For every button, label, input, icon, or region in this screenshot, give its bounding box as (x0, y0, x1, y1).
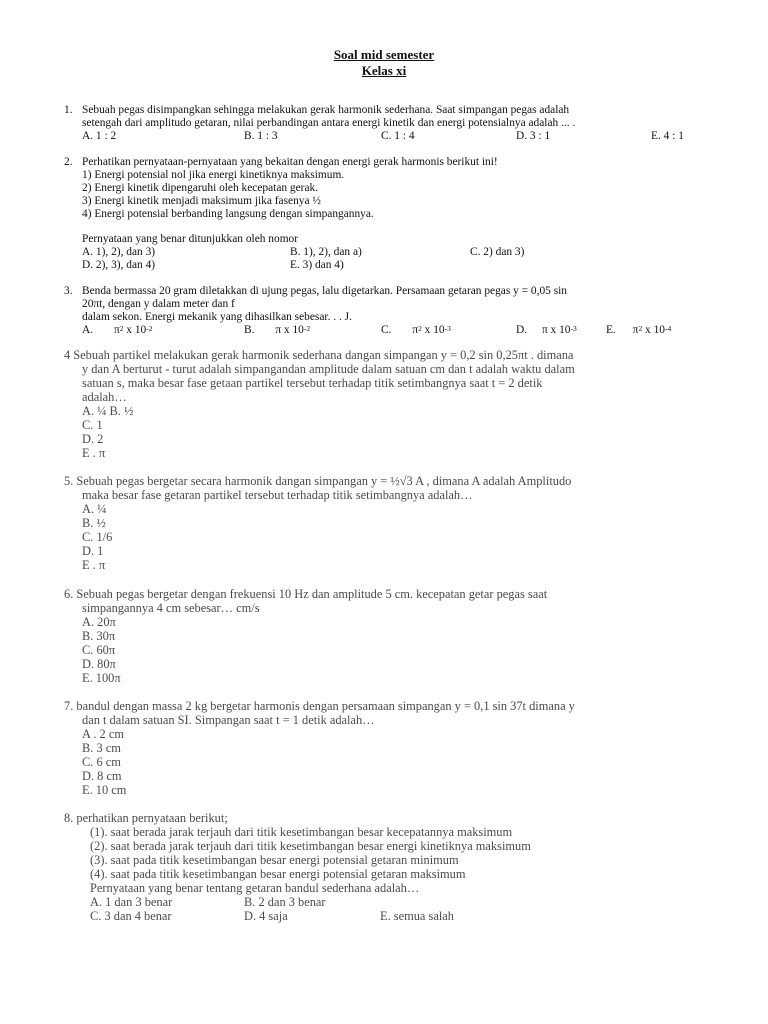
option-value: π x 10 (275, 324, 304, 336)
question-text: dalam sekon. Energi mekanik yang dihasilkan sebesar. . . J. (82, 311, 352, 323)
exponent: -4 (664, 324, 672, 333)
option-a: A. ¼ B. ½ (82, 404, 134, 418)
exponent: -3 (444, 324, 451, 333)
option-b: B. 3 cm (82, 741, 121, 755)
statement-item: 3) Energi kinetik menjadi maksimum jika fasenya ½ (82, 195, 321, 207)
option-c: C. 60π (82, 643, 116, 657)
question-text: 7. bandul dengan massa 2 kg bergetar harmonis dengan persamaan simpangan y = 0,1 sin 37t dimana y (64, 699, 575, 713)
option-c: C. 2) dan 3) (470, 246, 525, 258)
option-a: A . 2 cm (82, 727, 124, 741)
option-value: x 10 (123, 324, 147, 336)
option-d: D. 8 cm (82, 769, 122, 783)
question-text: simpangannya 4 cm sebesar… cm/s (82, 601, 260, 615)
option-value: x 10 (642, 324, 665, 336)
option-d: D. 2), 3), dan 4) (82, 259, 156, 271)
option-c: C. 1 : 4 (381, 130, 415, 142)
option-a: A. 20π (82, 615, 116, 629)
option-a: A. 1 : 2 (82, 130, 117, 142)
exponent: -3 (570, 324, 577, 333)
statement-item: 4) Energi potensial berbanding langsung dengan simpangannya. (82, 208, 374, 220)
question-number: 3. (64, 285, 73, 297)
question-number: 2. (64, 156, 73, 168)
option-c: C. 3 dan 4 benar (90, 909, 172, 923)
option-letter: D. (516, 324, 528, 336)
option-d: D. 80π (82, 657, 116, 671)
question-text: maka besar fase getaran partikel tersebut terhadap titik setimbangnya adalah… (82, 488, 473, 502)
option-value: π x 10 (541, 324, 571, 336)
question-text: 4 Sebuah partikel melakukan gerak harmonik sederhana dangan simpangan y = 0,2 sin 0,25πt . dimana (64, 348, 574, 362)
option-d: D. 3 : 1 (516, 130, 551, 142)
option-e: E . π (82, 446, 106, 460)
question-text: 6. Sebuah pegas bergetar dengan frekuensi 10 Hz dan amplitude 5 cm. kecepatan getar pegas saat (64, 587, 548, 601)
option-d: D. 1 (82, 544, 104, 558)
question-text: 5. Sebuah pegas bergetar secara harmonik dangan simpangan y = ½√3 A , dimana A adalah Amplitudo (64, 474, 572, 488)
option-c: C. 6 cm (82, 755, 121, 769)
option-e: E. semua salah (380, 909, 454, 923)
question-text: dan t dalam satuan SI. Simpangan saat t = 1 detik adalah… (82, 713, 375, 727)
question-text: 20πt, dengan y dalam meter dan f (82, 298, 235, 310)
option-c: C. 1 (82, 418, 103, 432)
statement-item: 2) Energi kinetik dipengaruhi oleh kecepatan gerak. (82, 182, 319, 194)
option-e: E. 3) dan 4) (290, 259, 344, 271)
option-b: B. 1), 2), dan a) (290, 246, 362, 258)
question-text: Pernyataan yang benar tentang getaran bandul sederhana adalah… (90, 881, 420, 895)
question-text: y dan A berturut - turut adalah simpangandan amplitude dalam satuan cm dan t adalah waktu dalam (82, 362, 575, 376)
option-value: π (412, 324, 419, 336)
option-b: B. ½ (82, 516, 106, 530)
statement-item: (2). saat berada jarak terjauh dari titik kesetimbangan besar energi kinetiknya maksimum (90, 839, 531, 853)
statement-item: (4). saat pada titik kesetimbangan besar energi potensial getaran maksimum (90, 867, 466, 881)
option-letter: A. (82, 324, 94, 336)
option-a: A. 1 dan 3 benar (90, 895, 173, 909)
option-a (82, 324, 152, 337)
option-e: E . π (82, 558, 106, 572)
exponent: -2 (303, 324, 311, 333)
question-text: Pernyataan yang benar ditunjukkan oleh nomor (82, 233, 299, 245)
option-value: π (632, 324, 639, 336)
page-subtitle: Kelas xi (361, 63, 407, 78)
option-c (381, 324, 451, 337)
option-c: C. 1/6 (82, 530, 113, 544)
question-text: satuan s, maka besar fase getaan partikel tersebut terhadap titik setimbangnya saat t = 2 detik (82, 376, 543, 390)
option-letter: C. (381, 324, 392, 336)
page-title: Soal mid semester (333, 47, 435, 62)
option-value: π (113, 324, 120, 336)
question-text: Sebuah pegas disimpangkan sehingga melakukan gerak harmonik sederhana. Saat simpangan pegas adalah (82, 104, 570, 116)
exponent: -2 (146, 324, 153, 333)
option-d (516, 324, 577, 337)
question-text: adalah… (82, 390, 127, 404)
option-b: B. 1 : 3 (244, 130, 278, 142)
option-d: D. 2 (82, 432, 104, 446)
option-a: A. 1), 2), dan 3) (82, 246, 156, 258)
option-e (606, 324, 671, 337)
option-letter: B. (244, 324, 255, 336)
superscript: 2 (638, 324, 643, 333)
option-a: A. ¼ (82, 502, 107, 516)
question-text: Benda bermassa 20 gram diletakkan di ujung pegas, lalu digetarkan. Persamaan getaran pegas y = 0,05 sin (82, 285, 568, 297)
option-d: D. 4 saja (244, 909, 288, 923)
option-value: x 10 (421, 324, 445, 336)
superscript: 2 (119, 324, 124, 333)
superscript: 2 (418, 324, 422, 333)
question-text: setengah dari amplitudo getaran, nilai perbandingan antara energi kinetik dan energi potensialnya adalah ... . (82, 117, 576, 129)
statement-item: (1). saat berada jarak terjauh dari titik kesetimbangan besar kecepatannya maksimum (90, 825, 513, 839)
statement-item: (3). saat pada titik kesetimbangan besar energi potensial getaran minimum (90, 853, 459, 867)
question-number: 1. (64, 104, 73, 116)
option-e: E. 10 cm (82, 783, 127, 797)
question-text: Perhatikan pernyataan-pernyataan yang bekaitan dengan energi gerak harmonis berikut ini! (82, 156, 498, 168)
question-text: 8. perhatikan pernyataan berikut; (64, 811, 228, 825)
option-b (244, 324, 310, 337)
option-b: B. 2 dan 3 benar (244, 895, 326, 909)
option-e: E. 100π (82, 671, 121, 685)
option-e: E. 4 : 1 (651, 130, 684, 142)
statement-item: 1) Energi potensial nol jika energi kinetiknya maksimum. (82, 169, 345, 181)
option-b: B. 30π (82, 629, 116, 643)
option-letter: E. (606, 324, 616, 336)
